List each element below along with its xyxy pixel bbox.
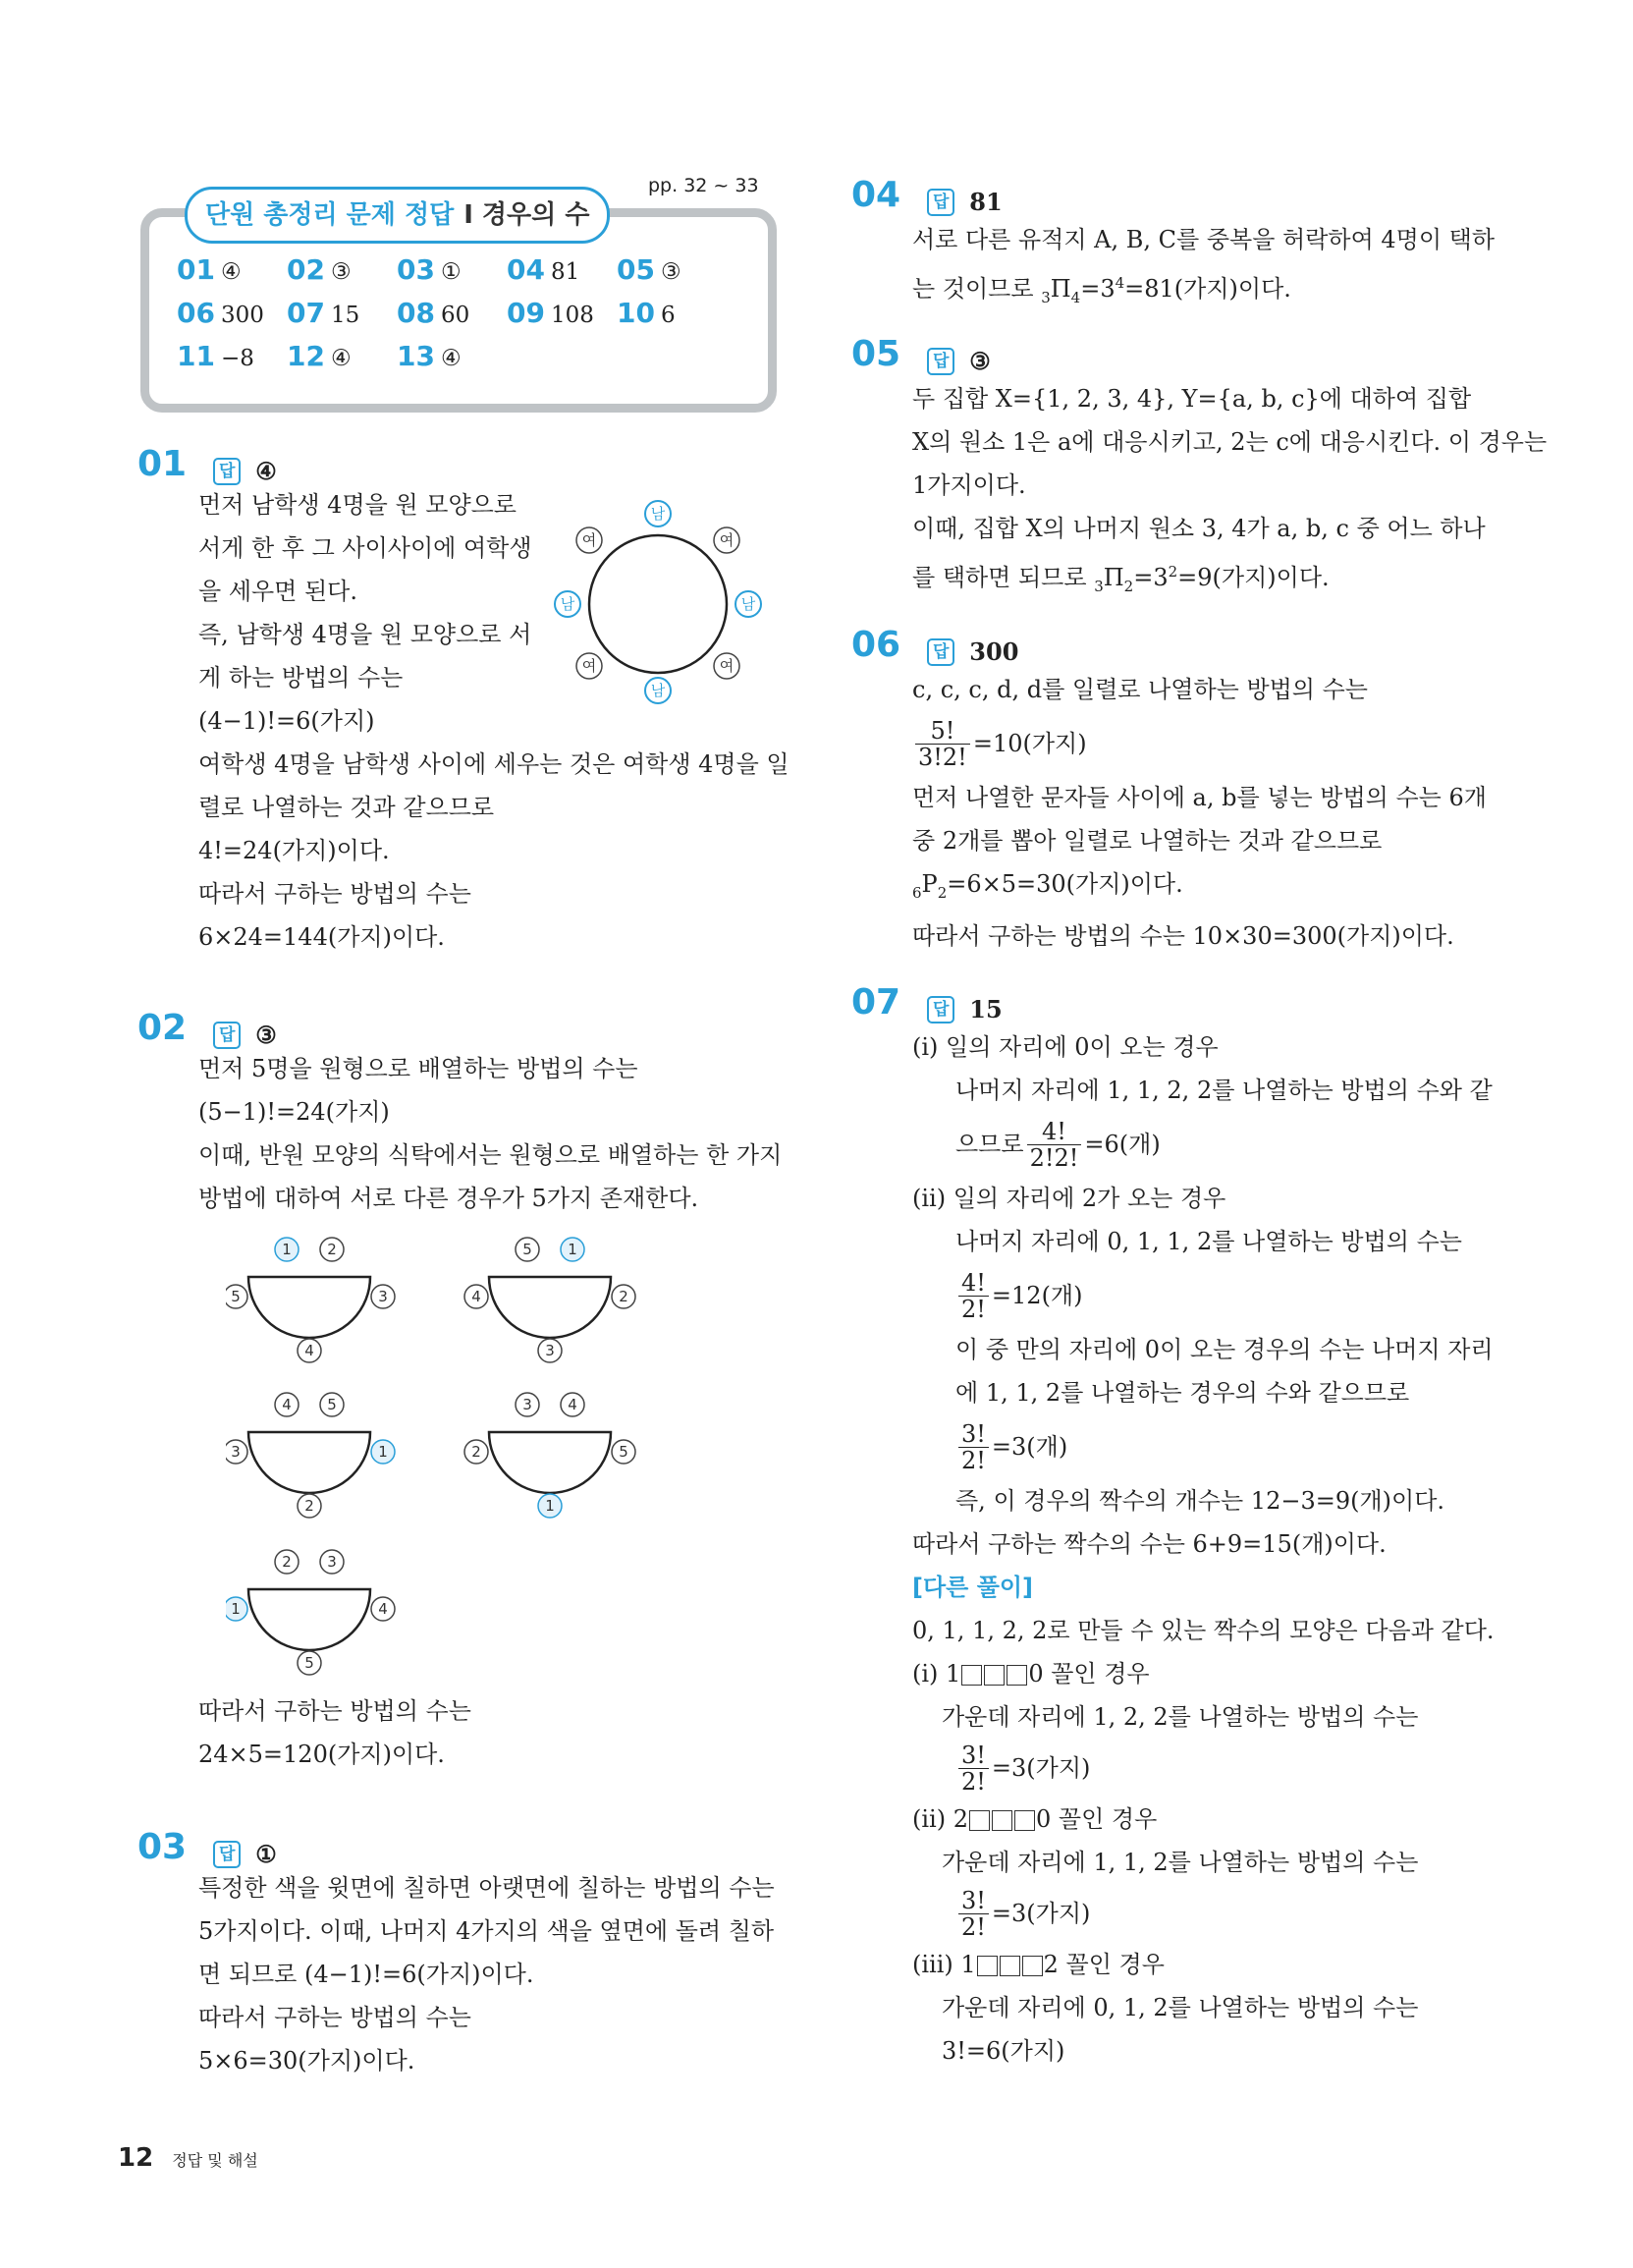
summary-answer: 08 60 [397, 297, 470, 329]
q04-number: 04 [851, 175, 901, 215]
svg-text:2: 2 [282, 1553, 292, 1571]
svg-text:3: 3 [545, 1342, 555, 1359]
svg-text:여: 여 [581, 657, 597, 675]
summary-answer: 06 300 [177, 297, 264, 329]
svg-text:2: 2 [471, 1443, 481, 1461]
svg-text:3: 3 [522, 1396, 532, 1413]
svg-text:남: 남 [560, 595, 575, 613]
table-seat [275, 1238, 299, 1261]
q04-answer: 81 [969, 188, 1003, 216]
svg-text:5: 5 [522, 1241, 532, 1258]
table-seat [371, 1285, 395, 1308]
svg-text:남: 남 [650, 505, 666, 523]
svg-text:2: 2 [619, 1288, 628, 1305]
svg-text:3: 3 [327, 1553, 337, 1571]
svg-text:5: 5 [304, 1654, 314, 1672]
q06-answer: 300 [969, 637, 1019, 666]
footer-label: 정답 및 해설 [172, 2151, 258, 2170]
svg-text:4: 4 [282, 1396, 292, 1413]
page-footer [118, 2143, 258, 2173]
q03-header [137, 1827, 277, 1868]
answer-badge: 답 [927, 189, 954, 216]
q01-answer: ④ [255, 457, 277, 485]
seat-female [576, 527, 602, 553]
svg-text:여: 여 [581, 531, 597, 549]
q02-number: 02 [137, 1008, 188, 1048]
q02-conclusion: 따라서 구하는 방법의 수는 24×5=120(가지)이다. [198, 1697, 471, 1768]
svg-text:3: 3 [231, 1443, 241, 1461]
seat-female [714, 653, 739, 679]
q06-number: 06 [851, 625, 901, 665]
page-number: 12 [118, 2143, 154, 2173]
q04-header [851, 175, 1003, 216]
q03-number: 03 [137, 1827, 188, 1867]
half-table-diagrams [226, 1218, 668, 1680]
table-seat [226, 1597, 247, 1621]
table-seat [298, 1339, 321, 1362]
q07-header [851, 982, 1003, 1023]
q07-answer: 15 [969, 995, 1003, 1023]
summary-answer: 10 6 [617, 297, 676, 329]
q05-header [851, 334, 991, 375]
q03-body: 특정한 색을 윗면에 칠하면 아랫면에 칠하는 방법의 수는 5가지이다. 이때, 나머지 4가지의 색을 옆면에 돌려 칠하 면 되므로 (4−1)!=6(가지)이다. 따라서 구하는 방법의 수는 5×6=30(가지)이다. [198, 1874, 775, 2074]
q04-body: 서로 다른 유적지 A, B, C를 중복을 허락하여 4명이 택하 는 것이므로 $_3\Pi_4=3^4=81$(가지)이다. [912, 226, 1496, 306]
q01-body: 먼저 남학생 4명을 원 모양으로 서게 한 후 그 사이사이에 여학생 을 세우면 된다. 즉, 남학생 4명을 원 모양으로 서 게 하는 방법의 수는 (4−1)!=6(가지) 여학생 4명을 남학생 사이에 세우는 것은 여학생 4명을 일 렬로 나열하는 것과 같으므로 4!=24(가지)이다. 따라서 구하는 방법의 수는 6×24=144(가지)이다. [198, 491, 789, 951]
table-seat [538, 1339, 562, 1362]
half-table [489, 1277, 611, 1338]
q06-body: c, c, c, d, d를 일렬로 나열하는 방법의 수는 $\frac{5!}{3!2!}$ =10(가지) 먼저 나열한 문자들 사이에 a, b를 넣는 방법의 수는 6개 중 2개를 뽑아 일렬로 나열하는 것과 같으므로 $_6P_2=6\times 5=30$(가지)이다. 따라서 구하는 방법의 수는 10×30=300(가지)이다. [912, 676, 1487, 950]
alt-solution-label: [다른 풀이] [912, 1574, 1034, 1601]
summary-answer: 07 15 [287, 297, 360, 329]
table-seat [320, 1238, 344, 1261]
summary-title-text: 단원 총정리 문제 정답 [205, 200, 455, 230]
svg-text:여: 여 [719, 657, 735, 675]
svg-text:1: 1 [568, 1241, 577, 1258]
table-seat [538, 1494, 562, 1518]
svg-text:1: 1 [282, 1241, 292, 1258]
table-seat [275, 1393, 299, 1416]
circle-seating-diagram [545, 491, 781, 717]
table-seat [298, 1494, 321, 1518]
table-seat [320, 1393, 344, 1416]
q05-number: 05 [851, 334, 901, 374]
svg-text:4: 4 [378, 1600, 388, 1618]
table-seat [226, 1285, 247, 1308]
summary-chapter: Ⅰ 경우의 수 [463, 200, 590, 230]
table-seat [320, 1550, 344, 1574]
q05-answer: ③ [969, 347, 991, 375]
svg-text:여: 여 [719, 531, 735, 549]
summary-answer: 05 ③ [617, 253, 681, 286]
table-seat [298, 1651, 321, 1675]
summary-answer: 04 81 [507, 253, 580, 286]
table-seat [561, 1238, 584, 1261]
seat-male [645, 501, 671, 526]
answer-badge: 답 [213, 1841, 241, 1868]
table-seat [275, 1550, 299, 1574]
q07-body: (ⅰ) 일의 자리에 0이 오는 경우 나머지 자리에 1, 1, 2, 2를 나열하는 방법의 수와 같 으므로 $\frac{4!}{2!2!}$ =6(개) (ⅱ) 일의 자리에 2가 오는 경우 나머지 자리에 0, 1, 1, 2를 나열하는 방법의 수는 $\frac{4!}{2!}$ =12(개) 이 중 만의 자리에 0이 오는 경우의 수는 나머지 자리 에 1, 1, 2를 나열하는 경우의 수와 같으므로 $\frac{3!}{2!}$ =3(개) 즉, 이 경우의 짝수의 개수는 12−3=9(개)이다. 따라서 구하는 짝수의 수는 6+9=15(개)이다. [다른 풀이] 0, 1, 1, 2, 2로 만들 수 있는 짝수의 모양은 다음과 같다. (ⅰ) 1 0 꼴인 경우 가운데 자리에 1, 2, 2를 나열하는 방법의 수는 $\frac{3!}{2!}$ =3(가지) (ⅱ) 2 0 꼴인 경우 가운데 자리에 1, 1, 2를 나열하는 방법의 수는 $\frac{3!}{2!}$ =3(가지) (ⅲ) 1 2 꼴인 경우 가운데 자리에 0, 1, 2를 나열하는 방법의 수는 3!=6(가지) [912, 1033, 1495, 2065]
svg-text:4: 4 [471, 1288, 481, 1305]
seat-male [555, 591, 580, 617]
summary-answer: 12 ④ [287, 340, 352, 372]
svg-text:5: 5 [231, 1288, 241, 1305]
table-seat [612, 1440, 635, 1464]
answer-badge: 답 [213, 1022, 241, 1049]
q01-number: 01 [137, 444, 188, 484]
table-seat [371, 1440, 395, 1464]
q06-header [851, 625, 1018, 666]
table-seat [464, 1440, 488, 1464]
svg-text:5: 5 [327, 1396, 337, 1413]
svg-text:1: 1 [545, 1497, 555, 1515]
q02-answer: ③ [255, 1021, 277, 1049]
svg-text:4: 4 [568, 1396, 577, 1413]
svg-text:1: 1 [231, 1600, 241, 1618]
q05-body: 두 집합 X={1, 2, 3, 4}, Y={a, b, c}에 대하여 집합 X의 원소 1은 a에 대응시키고, 2는 c에 대응시킨다. 이 경우는 1가지이다. 이때, 집합 X의 나머지 원소 3, 4가 a, b, c 중 어느 하나 를 택하면 되므로 $_3\Pi_2=3^2=9$(가지)이다. [912, 385, 1548, 595]
answer-badge: 답 [927, 348, 954, 375]
svg-text:1: 1 [378, 1443, 388, 1461]
q02-body: 먼저 5명을 원형으로 배열하는 방법의 수는 (5−1)!=24(가지) 이때, 반원 모양의 식탁에서는 원형으로 배열하는 한 가지 방법에 대하여 서로 다른 경우가 5가지 존재한다. [198, 1055, 783, 1212]
summary-answer: 01 ④ [177, 253, 242, 286]
table-seat [371, 1597, 395, 1621]
q07-number: 07 [851, 982, 901, 1023]
table-seat [464, 1285, 488, 1308]
seat-female [714, 527, 739, 553]
svg-text:남: 남 [650, 682, 666, 699]
answer-badge: 답 [927, 996, 954, 1023]
table-seat [516, 1238, 539, 1261]
svg-text:2: 2 [304, 1497, 314, 1515]
summary-answer: 13 ④ [397, 340, 462, 372]
summary-answer: 02 ③ [287, 253, 352, 286]
summary-answer: 11 −8 [177, 340, 254, 372]
table-seat [561, 1393, 584, 1416]
seat-male [645, 678, 671, 703]
answer-badge: 답 [213, 458, 241, 485]
table-seat [612, 1285, 635, 1308]
seat-female [576, 653, 602, 679]
half-table [489, 1432, 611, 1493]
svg-text:남: 남 [740, 595, 756, 613]
answer-badge: 답 [927, 638, 954, 666]
q03-answer: ① [255, 1840, 277, 1868]
seat-male [735, 591, 761, 617]
table-seat [226, 1440, 247, 1464]
summary-title [185, 187, 610, 244]
summary-answer: 03 ① [397, 253, 462, 286]
q01-header [137, 444, 277, 485]
table-seat [516, 1393, 539, 1416]
half-table [248, 1432, 370, 1493]
svg-text:3: 3 [378, 1288, 388, 1305]
svg-text:5: 5 [619, 1443, 628, 1461]
half-table [248, 1277, 370, 1338]
half-table [248, 1589, 370, 1650]
summary-answer: 09 108 [507, 297, 594, 329]
summary-pages: pp. 32 ~ 33 [648, 175, 759, 196]
q02-header [137, 1008, 277, 1049]
svg-text:2: 2 [327, 1241, 337, 1258]
svg-text:4: 4 [304, 1342, 314, 1359]
